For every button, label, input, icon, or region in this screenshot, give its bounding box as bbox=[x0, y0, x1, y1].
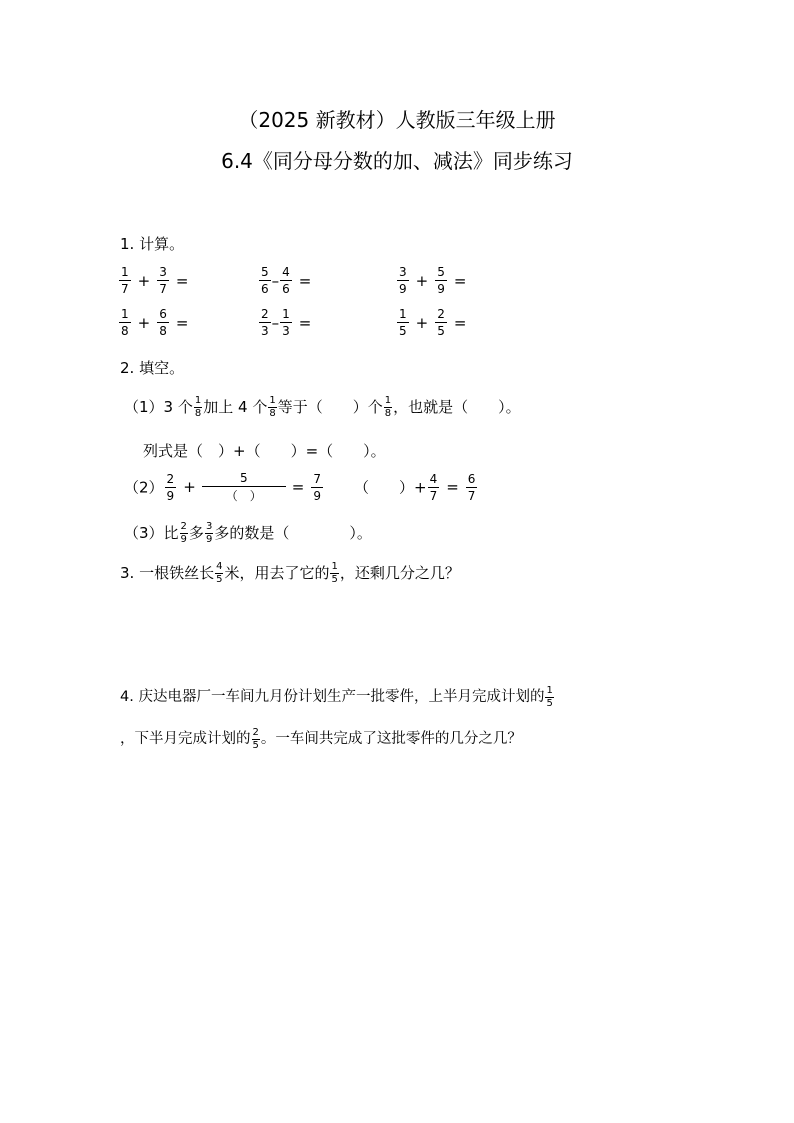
q2-p3-text1: （3）比 bbox=[124, 524, 179, 542]
fraction: $\frac{6}{8}$ bbox=[159, 307, 167, 338]
operator: – bbox=[271, 271, 280, 290]
q1-problem bbox=[258, 308, 317, 337]
fraction: $\frac{1}{3}$ bbox=[282, 307, 290, 338]
q2-part1 bbox=[124, 396, 521, 419]
equals-sign: = bbox=[175, 313, 189, 332]
page-subtitle: 6.4《同分母分数的加、减法》同步练习 bbox=[221, 149, 573, 173]
q4-text3: 。一车间共完成了这批零件的几分之几？ bbox=[260, 731, 522, 747]
q4-text2: ，下半月完成计划的 bbox=[120, 731, 251, 747]
fraction: $\frac{2}{5}$ bbox=[252, 726, 259, 751]
page-title: （2025 新教材）人教版三年级上册 bbox=[238, 108, 556, 132]
operator: – bbox=[271, 313, 280, 332]
fraction: $\frac{5}{6}$ bbox=[261, 265, 269, 296]
fraction: $\frac{1}{8}$ bbox=[121, 307, 129, 338]
fraction: $\frac{2}{9}$ bbox=[180, 521, 187, 545]
fraction: $\frac{6}{7}$ bbox=[467, 471, 476, 503]
equals-sign: = bbox=[298, 271, 312, 290]
operator: + bbox=[415, 271, 429, 290]
q1-problem bbox=[118, 266, 194, 295]
equals-sign: = bbox=[453, 313, 467, 332]
fraction: $\frac{4}{5}$ bbox=[216, 561, 223, 585]
fraction: $\frac{1}{7}$ bbox=[121, 265, 129, 296]
operator: + bbox=[137, 313, 151, 332]
q2-p1-text4: ，也就是（ ）。 bbox=[393, 398, 521, 416]
operator: + bbox=[137, 271, 151, 290]
q2-heading: 2. 填空。 bbox=[120, 359, 185, 377]
q4-text1: 4. 庆达电器厂一车间九月份计划生产一批零件，上半月完成计划的 bbox=[120, 689, 545, 705]
q2-part2 bbox=[124, 472, 478, 502]
fraction: $\frac{1}{8}$ bbox=[384, 395, 392, 419]
equals-sign: = bbox=[453, 271, 467, 290]
fraction: $\frac{1}{5}$ bbox=[331, 561, 338, 585]
fraction: $\frac{2}{5}$ bbox=[437, 307, 445, 338]
fraction: $\frac{3}{9}$ bbox=[399, 265, 407, 296]
equals-sign: = bbox=[291, 478, 305, 496]
q1-problem bbox=[396, 266, 472, 295]
fraction: $\frac{2}{9}$ bbox=[166, 471, 175, 503]
q1-problem bbox=[396, 308, 472, 337]
q1-problem bbox=[258, 266, 317, 295]
blank-fraction: $\frac{5}{( )}$ bbox=[202, 472, 286, 502]
fraction: $\frac{3}{7}$ bbox=[159, 265, 167, 296]
fraction: $\frac{1}{5}$ bbox=[399, 307, 407, 338]
operator: + bbox=[415, 313, 429, 332]
q2-p3-text2: 多 bbox=[188, 524, 204, 542]
q2-p2-right-blank: （ ）+ bbox=[353, 478, 427, 497]
fraction: $\frac{1}{5}$ bbox=[546, 684, 553, 709]
fraction: $\frac{4}{7}$ bbox=[429, 471, 438, 503]
q1-problem bbox=[118, 308, 194, 337]
q4-line2 bbox=[120, 727, 522, 751]
fraction: $\frac{3}{9}$ bbox=[205, 521, 213, 545]
equals-sign: = bbox=[175, 271, 189, 290]
q2-p1-text2: 加上 4 个 bbox=[203, 398, 268, 416]
plus-sign: + bbox=[183, 478, 196, 496]
q3-text1: 3. 一根铁丝长 bbox=[120, 564, 215, 582]
fraction: $\frac{7}{9}$ bbox=[313, 471, 321, 503]
q3 bbox=[120, 562, 460, 585]
q2-p1-formula: 列式是（ ）+（ ）=（ ）。 bbox=[143, 442, 386, 460]
fraction: $\frac{1}{8}$ bbox=[194, 395, 202, 419]
q1-heading: 1. 计算。 bbox=[120, 235, 185, 253]
q4-line1 bbox=[120, 685, 555, 709]
equals-sign: = bbox=[446, 478, 459, 496]
fraction: $\frac{4}{6}$ bbox=[282, 265, 290, 296]
q2-p1-text3: 等于（ ）个 bbox=[277, 398, 383, 416]
q2-part3 bbox=[124, 522, 372, 545]
q2-p3-text3: 多的数是（ ）。 bbox=[214, 524, 372, 542]
q3-text2: 米，用去了它的 bbox=[224, 564, 330, 582]
q2-p2-label: （2） bbox=[124, 478, 164, 497]
fraction: $\frac{5}{9}$ bbox=[437, 265, 445, 296]
equals-sign: = bbox=[298, 313, 312, 332]
q3-text3: ，还剩几分之几？ bbox=[339, 564, 460, 582]
fraction: $\frac{2}{3}$ bbox=[261, 307, 269, 338]
q2-p1-text1: （1）3 个 bbox=[124, 398, 193, 416]
fraction: $\frac{1}{8}$ bbox=[269, 395, 276, 419]
